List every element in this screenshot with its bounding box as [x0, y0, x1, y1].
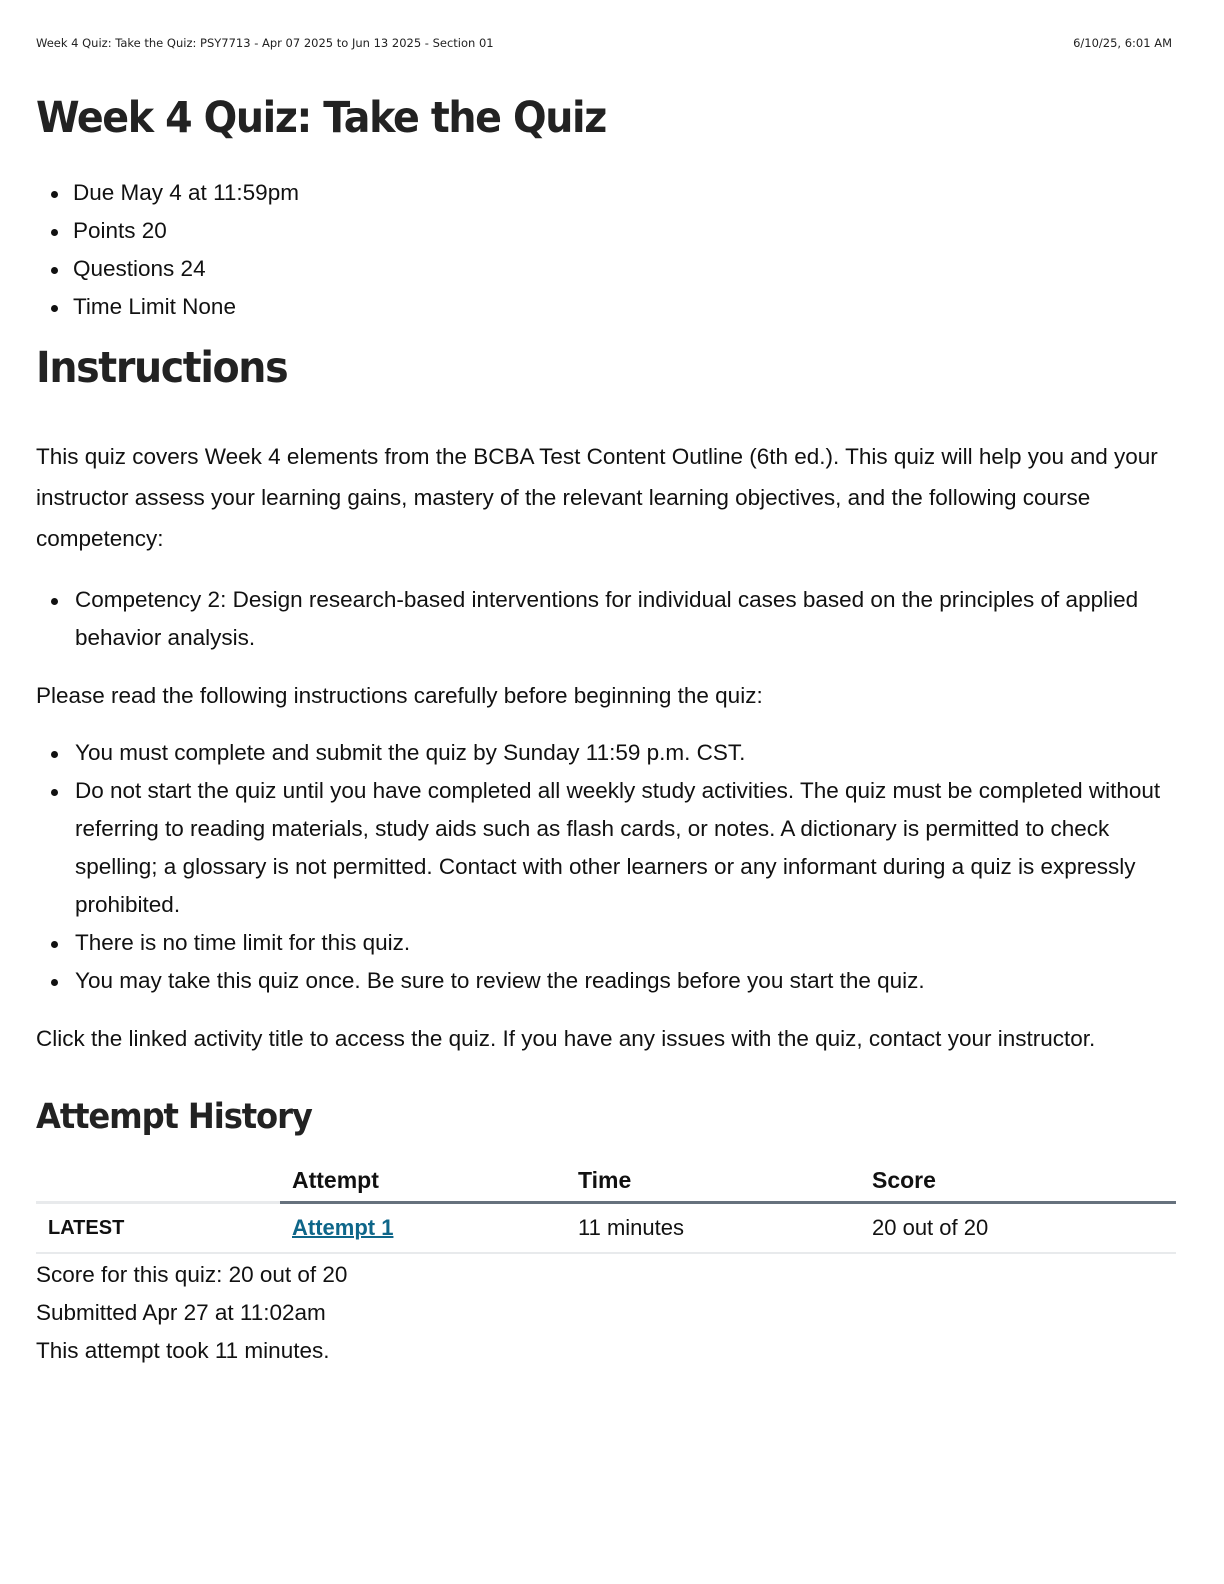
attempt-summary — [36, 1256, 1176, 1370]
attempt-tag: LATEST — [36, 1203, 280, 1254]
attempt-score: 20 out of 20 — [860, 1203, 1176, 1254]
quiz-rule-deadline: You must complete and submit the quiz by Sunday 11:59 p.m. CST. — [36, 734, 1176, 772]
quiz-detail-due: Due May 4 at 11:59pm — [36, 174, 1176, 212]
page-title: Week 4 Quiz: Take the Quiz — [36, 93, 606, 143]
submitted-time: Submitted Apr 27 at 11:02am — [36, 1300, 326, 1325]
instructions-intro: This quiz covers Week 4 elements from the BCBA Test Content Outline (6th ed.). This quiz will help you and your instructor assess your learning gains, mastery of the relevant learning objectives, and the following course competency: — [36, 444, 1158, 551]
attempt-history-heading: Attempt History — [36, 1097, 312, 1137]
quiz-detail-questions: Questions 24 — [36, 250, 1176, 288]
attempt-1-link[interactable]: Attempt 1 — [292, 1215, 394, 1240]
quiz-rule-no-time-limit: There is no time limit for this quiz. — [36, 924, 1176, 962]
attempt-time: 11 minutes — [566, 1203, 860, 1254]
print-header-datetime: 6/10/25, 6:01 AM — [1073, 36, 1172, 50]
quiz-detail-points: Points 20 — [36, 212, 1176, 250]
instructions-read-carefully: Please read the following instructions carefully before beginning the quiz: — [36, 683, 763, 708]
quiz-rule-study-first: Do not start the quiz until you have completed all weekly study activities. The quiz must be completed without referring to reading materials, study aids such as flash cards, or notes. A dictionary is permitted to check spelling; a glossary is not permitted. Contact with other learners or any informant during a quiz is expressly prohibited. — [36, 772, 1176, 924]
print-header — [36, 36, 1172, 52]
competency-item: Competency 2: Design research-based interventions for individual cases based on the principles of applied behavior analysis. — [36, 581, 1176, 657]
competency-list — [36, 581, 1176, 657]
instructions-heading: Instructions — [36, 343, 288, 393]
instructions-closing: Click the linked activity title to access the quiz. If you have any issues with the quiz, contact your instructor. — [36, 1026, 1096, 1051]
quiz-rules-list — [36, 734, 1176, 1000]
table-header-row — [36, 1159, 1176, 1203]
attempt-history-table — [36, 1159, 1176, 1254]
quiz-detail-time-limit: Time Limit None — [36, 288, 1176, 326]
column-header-attempt: Attempt — [280, 1159, 566, 1203]
print-header-title: Week 4 Quiz: Take the Quiz: PSY7713 - Apr 07 2025 to Jun 13 2025 - Section 01 — [36, 36, 494, 50]
quiz-score: Score for this quiz: 20 out of 20 — [36, 1262, 348, 1287]
column-header-tag — [36, 1159, 280, 1203]
attempt-cell — [280, 1203, 566, 1254]
quiz-rule-one-attempt: You may take this quiz once. Be sure to review the readings before you start the quiz. — [36, 962, 1176, 1000]
table-row — [36, 1203, 1176, 1254]
page-content — [36, 90, 1176, 1370]
column-header-time: Time — [566, 1159, 860, 1203]
quiz-details-list — [36, 174, 1176, 326]
attempt-duration: This attempt took 11 minutes. — [36, 1338, 330, 1363]
column-header-score: Score — [860, 1159, 1176, 1203]
